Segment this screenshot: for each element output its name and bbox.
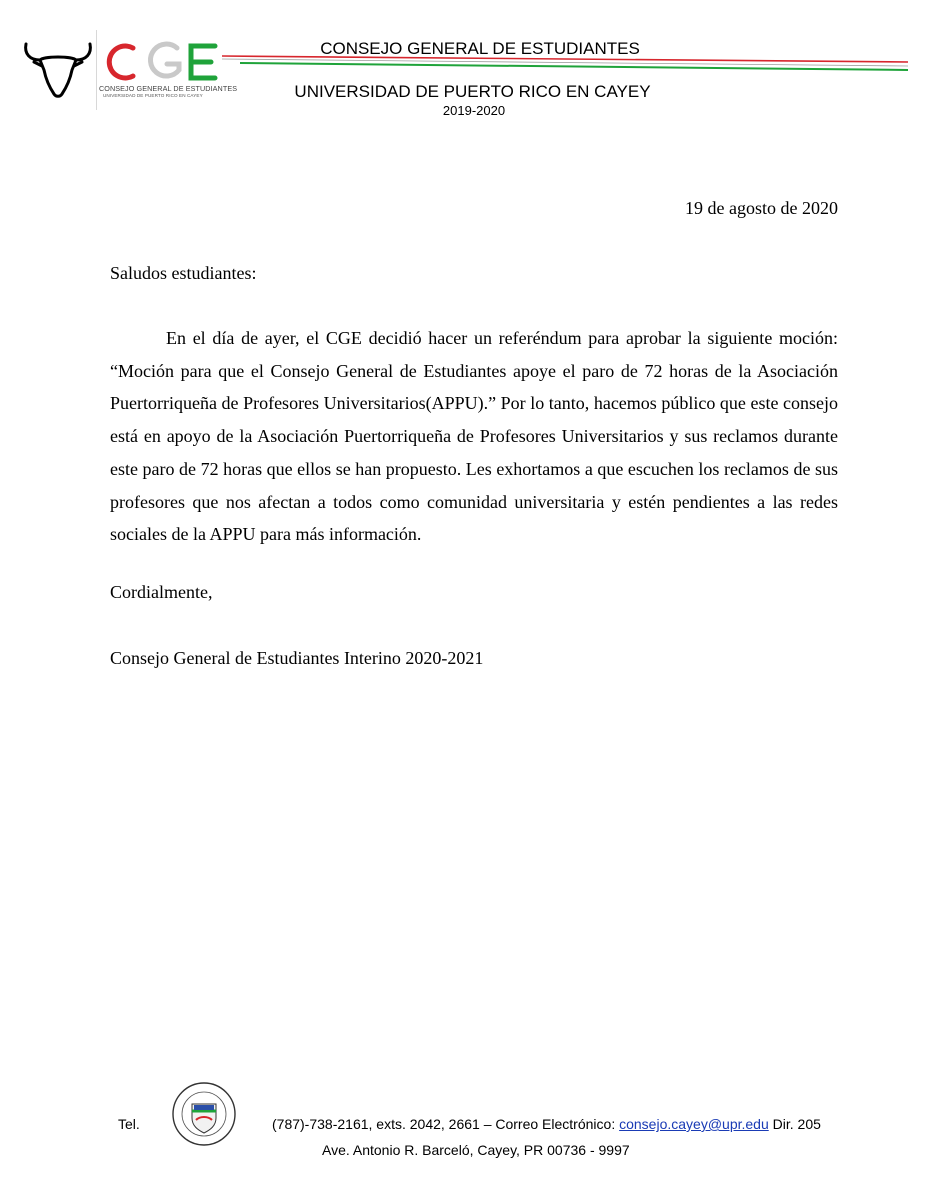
tel-label: Tel.	[118, 1116, 140, 1132]
letter-date: 19 de agosto de 2020	[685, 198, 838, 218]
phone-text: (787)-738-2161, exts. 2042, 2661 – Correo Electrónico:	[272, 1116, 620, 1132]
address-line: Ave. Antonio R. Barceló, Cayey, PR 00736 - 9997	[322, 1142, 630, 1158]
signature: Consejo General de Estudiantes Interino 2020-2021	[110, 648, 484, 668]
office-text: Dir. 205	[768, 1116, 821, 1132]
university-seal-icon	[170, 1080, 238, 1148]
cge-wordmark	[103, 40, 221, 84]
bull-icon	[22, 36, 94, 100]
greeting: Saludos estudiantes:	[110, 263, 257, 283]
footer	[0, 1075, 950, 1185]
logo-subcaption: UNIVERSIDAD DE PUERTO RICO EN CAYEY	[103, 93, 203, 98]
email-link[interactable]: consejo.cayey@upr.edu	[619, 1116, 769, 1132]
body-paragraph: En el día de ayer, el CGE decidió hacer un referéndum para aprobar la siguiente moción: “Moción para que el Consejo General de Estudiantes apoye el paro de 72 horas de la Asociación Puertorriqueña de Profesores Universitarios(APPU).” Por lo tanto, hacemos público que este consejo está en apoyo de la Asociación Puertorriqueña de Profesores Universitarios y sus reclamos durante este paro de 72 horas que ellos se han propuesto. Les exhortamos a que escuchen los reclamos de sus profesores que nos afectan a todos como comunidad universitaria y estén pendientes a las redes sociales de la APPU para más información.	[110, 328, 838, 545]
letterhead	[0, 0, 950, 140]
closing: Cordialmente,	[110, 582, 213, 602]
term-years: 2019-2020	[442, 103, 506, 118]
logo-caption: CONSEJO GENERAL DE ESTUDIANTES	[99, 84, 238, 93]
contact-line	[272, 1116, 821, 1132]
cge-logo	[96, 30, 238, 110]
council-title: CONSEJO GENERAL DE ESTUDIANTES	[320, 39, 640, 58]
university-title: UNIVERSIDAD DE PUERTO RICO EN CAYEY	[294, 82, 651, 101]
